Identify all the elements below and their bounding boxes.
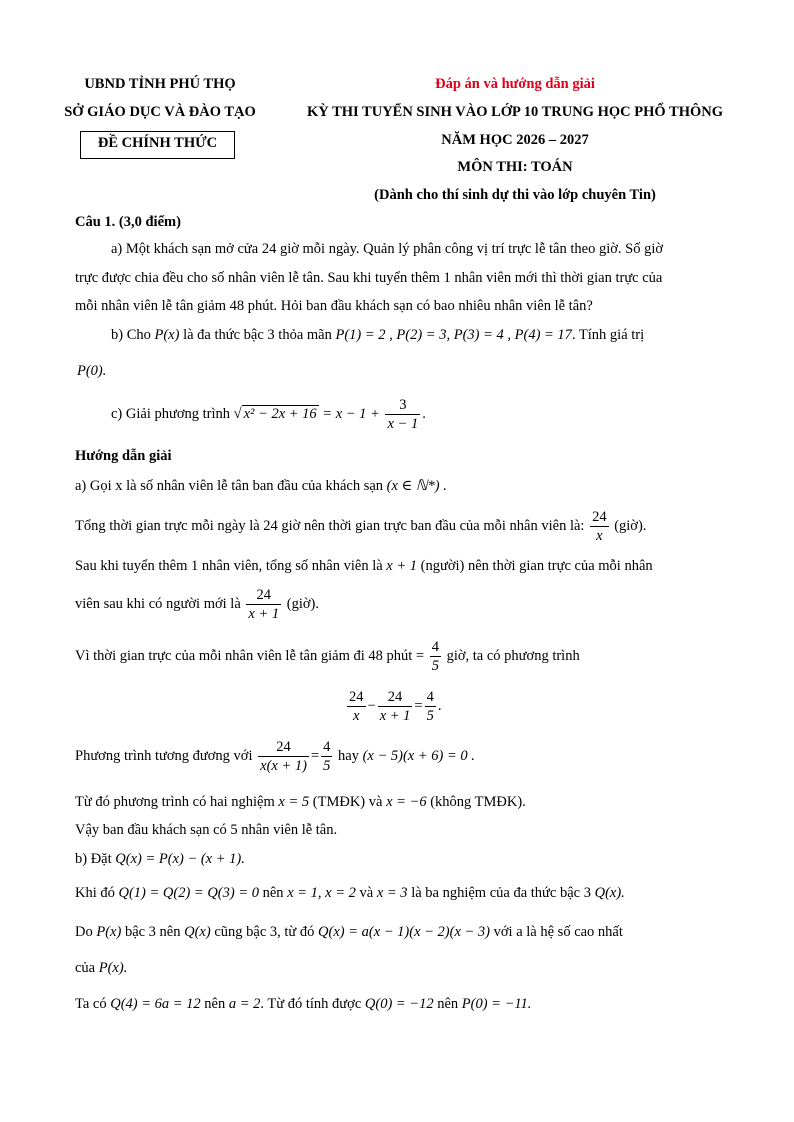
question-b-p0: P(0). — [77, 363, 107, 379]
solution-math: x = 3 — [376, 885, 408, 901]
solution-a-line6 — [75, 738, 475, 775]
solution-text: (giờ). — [614, 517, 647, 534]
solution-a-conclusion: Vậy ban đầu khách sạn có 5 nhân viên lễ tân. — [75, 822, 338, 838]
issuer-line2: SỞ GIÁO DỤC VÀ ĐÀO TẠO — [64, 104, 256, 120]
solution-math: Q(x) = a(x − 1)(x − 2)(x − 3) — [318, 924, 491, 940]
fraction-24-over-x-x-plus-1 — [258, 738, 309, 775]
question-c-prefix: c) Giải phương trình — [111, 405, 231, 422]
fraction-4-over-5 — [430, 638, 441, 675]
question-title: Câu 1. (3,0 điểm) — [75, 214, 181, 230]
solution-text: là ba nghiệm của đa thức bậc 3 — [411, 885, 591, 901]
solution-text: viên sau khi có người mới là — [75, 595, 241, 612]
school-year: NĂM HỌC 2026 – 2027 — [441, 132, 589, 148]
fraction-24-over-x — [590, 508, 609, 545]
solution-a-line7 — [75, 794, 526, 811]
solution-text: (người) nên thời gian trực của mỗi nhân — [420, 558, 653, 574]
fraction-denominator: 5 — [323, 758, 331, 774]
fraction-denominator: x — [347, 706, 366, 725]
solution-text: Vì thời gian trực của mỗi nhân viên lễ tân giảm đi 48 phút = — [75, 647, 425, 664]
question-b-conditions: P(1) = 2 , P(2) = 3, P(3) = 4 , P(4) = 17 — [335, 327, 572, 343]
solution-math: Q(1) = Q(2) = Q(3) = 0 — [118, 885, 259, 901]
solution-text: Phương trình tương đương với — [75, 747, 253, 764]
official-stamp: ĐỀ CHÍNH THỨC — [80, 131, 235, 159]
question-b-polynomial: P(x) — [154, 327, 180, 343]
solution-text: b) Đặt — [75, 851, 112, 867]
solution-text: với a là hệ số cao nhất — [493, 924, 623, 940]
question-c-radicand: x² − 2x + 16 — [243, 405, 317, 422]
solution-b-line2 — [75, 885, 625, 902]
solution-math: Q(x) — [184, 924, 211, 940]
solution-math: (x ∈ ℕ*) . — [386, 478, 447, 494]
eq-equals: = — [414, 697, 423, 714]
fraction-denominator: 5 — [431, 658, 439, 674]
fraction-numerator: 24 — [592, 509, 607, 525]
exam-title: KỲ THI TUYỂN SINH VÀO LỚP 10 TRUNG HỌC PHỔ THÔNG — [306, 104, 723, 120]
fraction-denominator: 5 — [426, 708, 434, 724]
solution-a-line2 — [75, 508, 646, 545]
solution-math: (x − 5)(x + 6) = 0 . — [362, 747, 475, 764]
solution-text: Ta có — [75, 996, 107, 1012]
solution-math: x = −6 — [386, 794, 427, 810]
solution-b-line3 — [75, 924, 623, 941]
solution-b-line4 — [75, 960, 127, 977]
solution-title: Hướng dẫn giải — [75, 448, 172, 464]
fraction-numerator: 4 — [323, 739, 331, 755]
solution-text: (TMĐK) và — [312, 794, 383, 810]
eq-fraction-1 — [347, 688, 366, 725]
solution-text: và — [359, 885, 374, 901]
fraction-numerator: 3 — [399, 397, 407, 413]
question-b-prefix: b) Cho — [111, 327, 151, 343]
solution-text: hay — [338, 747, 359, 764]
solution-math: P(x) — [96, 924, 122, 940]
question-a-line: trực được chia đều cho số nhân viên lễ tân. Sau khi tuyển thêm 1 nhân viên mới thì thời gian trực của — [75, 270, 663, 286]
solution-b-line1 — [75, 851, 245, 868]
radical-sign: √ — [233, 405, 242, 422]
solution-a-line3 — [75, 558, 653, 575]
solution-text: Tổng thời gian trực mỗi ngày là 24 giờ nên thời gian trực ban đầu của mỗi nhân viên là: — [75, 517, 585, 534]
solution-a-line1 — [75, 478, 447, 495]
solution-math: x = 1, x = 2 — [287, 885, 356, 901]
question-c-line — [111, 396, 426, 433]
solution-text: nên — [262, 885, 284, 901]
solution-math: a = 2 — [228, 996, 261, 1012]
solution-b-line5 — [75, 996, 531, 1013]
fraction-denominator: x − 1 — [387, 416, 419, 432]
fraction-denominator: x + 1 — [248, 606, 280, 622]
eq-fraction-2 — [378, 688, 413, 725]
question-b-suffix: . Tính giá trị — [571, 327, 645, 343]
solution-math: P(x). — [98, 960, 128, 976]
solution-a-line4 — [75, 586, 319, 623]
fraction-numerator: 4 — [426, 689, 434, 705]
fraction-denominator: x + 1 — [379, 708, 411, 724]
fraction-numerator: 4 — [431, 639, 439, 655]
fraction-4-over-5 — [321, 738, 332, 775]
fraction-denominator: x(x + 1) — [260, 758, 307, 774]
question-b-line — [111, 327, 644, 344]
candidate-note: (Dành cho thí sinh dự thi vào lớp chuyên Tin) — [374, 187, 656, 203]
eq-fraction-3 — [425, 688, 436, 725]
equation-main — [345, 688, 441, 725]
solution-text: (không TMĐK). — [430, 794, 526, 810]
solution-math: Q(x). — [594, 885, 625, 901]
solution-math: x + 1 — [386, 558, 418, 574]
eq-operator: − — [367, 697, 376, 714]
solution-text: Khi đó — [75, 885, 115, 901]
eq-end: . — [437, 697, 442, 714]
question-a-line: mỗi nhân viên lễ tân giảm 48 phút. Hỏi ban đầu khách sạn có bao nhiêu nhân viên lễ tân? — [75, 298, 593, 314]
question-b-mid: là đa thức bậc 3 thỏa mãn — [183, 327, 332, 343]
solution-text: nên — [437, 996, 459, 1012]
solution-text: của — [75, 960, 96, 976]
fraction-numerator: 24 — [276, 739, 291, 755]
subject: MÔN THI: TOÁN — [457, 159, 573, 175]
solution-text: . Từ đó tính được — [260, 996, 362, 1012]
solution-text: nên — [204, 996, 226, 1012]
eq-equals: = — [310, 747, 320, 764]
solution-text: cũng bậc 3, từ đó — [214, 924, 315, 940]
question-c-end: . — [422, 405, 426, 422]
solution-math: Q(x) = P(x) − (x + 1). — [115, 851, 245, 867]
issuer-line1: UBND TỈNH PHÚ THỌ — [84, 76, 236, 92]
solution-math: Q(4) = 6a = 12 — [110, 996, 201, 1012]
fraction-numerator: 24 — [349, 689, 364, 705]
solution-math: Q(0) = −12 — [364, 996, 434, 1012]
solution-math: x = 5 — [278, 794, 310, 810]
solution-text: Từ đó phương trình có hai nghiệm — [75, 794, 275, 810]
solution-math: P(0) = −11. — [461, 996, 532, 1012]
solution-text: Sau khi tuyển thêm 1 nhân viên, tổng số nhân viên là — [75, 558, 383, 574]
solution-text: (giờ). — [286, 595, 319, 612]
question-a-line: a) Một khách sạn mở cửa 24 giờ mỗi ngày. Quản lý phân công vị trí trực lễ tân theo giờ. Số giờ — [111, 241, 664, 257]
fraction-numerator: 24 — [256, 587, 271, 603]
fraction-24-over-x-plus-1 — [246, 586, 281, 623]
solution-text: Do — [75, 924, 93, 940]
solution-text: bậc 3 nên — [124, 924, 181, 940]
solution-text: a) Gọi x là số nhân viên lễ tân ban đầu của khách sạn — [75, 478, 384, 494]
fraction-numerator: 24 — [387, 689, 403, 705]
fraction-denominator: x — [590, 526, 609, 545]
solution-a-line5 — [75, 638, 580, 675]
question-c-fraction — [385, 396, 420, 433]
answer-key-title: Đáp án và hướng dẫn giải — [435, 76, 595, 92]
solution-text: giờ, ta có phương trình — [446, 647, 580, 664]
question-c-rhs: = x − 1 + — [322, 405, 380, 422]
